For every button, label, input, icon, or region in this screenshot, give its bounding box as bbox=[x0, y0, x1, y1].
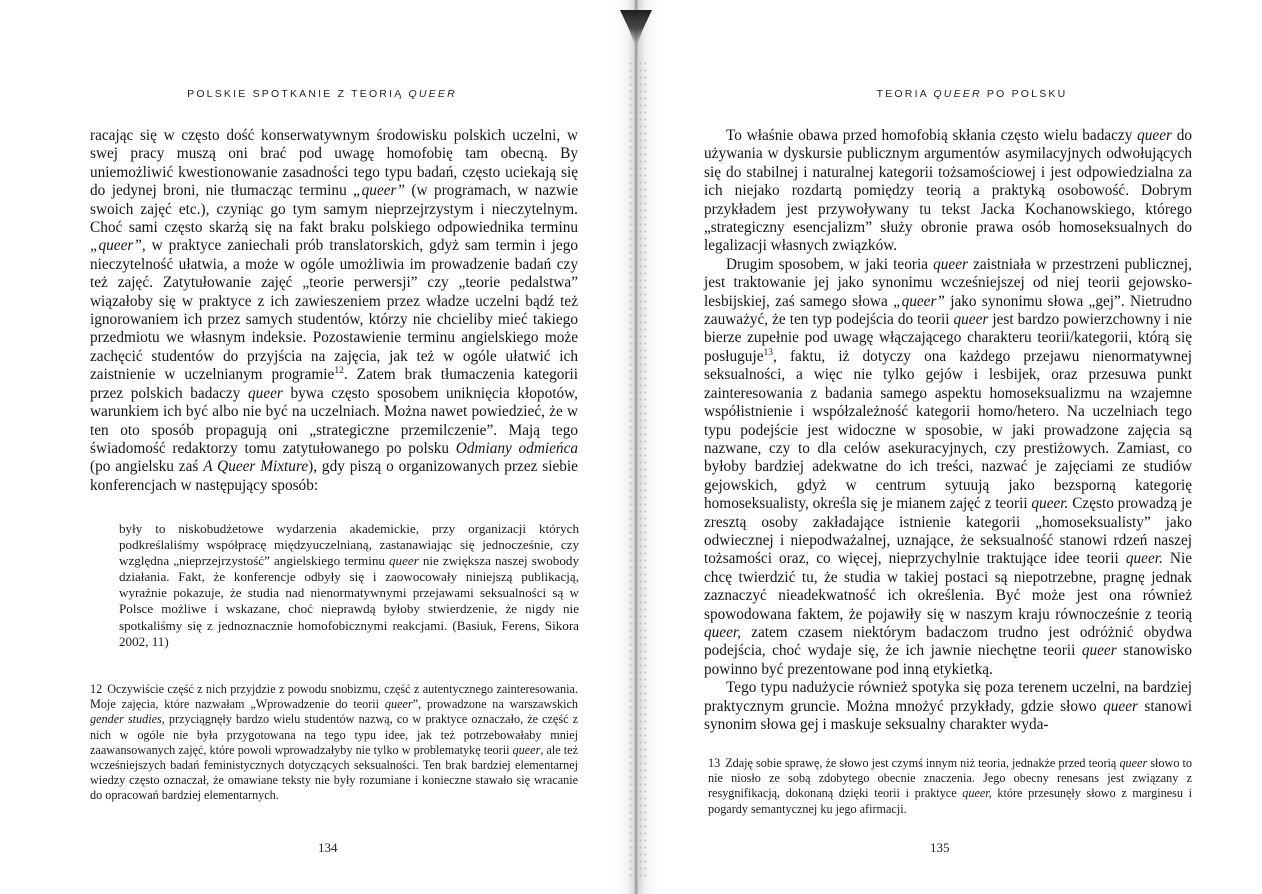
right-paragraph-3: Tego typu nadużycie również spotyka się poza terenem uczelni, na bardziej praktycznym gruncie. Można mnożyć przykłady, gdzie słowo queer stanowi synonim słowa gej i maskuje seksualny charakter wyda- bbox=[704, 679, 1192, 733]
right-page bbox=[642, 0, 1262, 894]
left-paragraph: racając się w często dość konserwatywnym środowisku polskich uczelni, w swej pracy muszą oni brać pod uwagę homofobię tam obecną. By uniemożliwić kwestionowanie zasadności tego typu badań, często uciekają się do jedynej broni, nie tłumacząc terminu „queer” (w programach, w nazwie swoich zajęć etc.), czyniąc go tym samym nieprzejrzystym i nieczytelnym. Choć sami często skarżą się na fakt braku polskiego odpowiednika terminu „queer”, w praktyce zaniechali prób translatorskich, gdyż sam termin i jego nieczytelność ułatwia, a może w ogóle umożliwia im prowadzenie badań czy też zajęć. Zatytułowanie zajęć „teorie perwersji” czy „teorie pedalstwa” wiązałoby się w praktyce z ich zawieszeniem przez władze uczelni bądź też ignorowaniem ich przez samych studentów, którzy nie chcieliby mieć takiego przedmiotu we własnym indeksie. Pozostawienie terminu angielskiego może zachęcić studentów do przyjścia na zajęcia, jak też w ogóle ułatwić ich zaistnienie w uczelnianym programie$^{12}$. Zatem brak tłumaczenia kategorii przez polskich badaczy queer bywa często sposobem uniknięcia kłopotów, warunkiem ich być albo nie być na uczelniach. Można nawet powiedzieć, że w ten oto sposób propagują oni „strategiczne przemilczenie”. Mają tego świadomość redaktorzy tomu zatytułowanego po polsku Odmiany odmieńca (po angielsku zaś A Queer Mixture), gdy piszą o organizowanych przez siebie konferencjach w następujący sposób: bbox=[90, 127, 579, 494]
footnote-13: 13 Zdaję sobie sprawę, że słowo jest czymś innym niż teoria, jednakże przed teorią queer słowo to nie niosło ze sobą zdobytego obecnie znaczenia. Jego obecny renesans jest związany z resygnifikacją, dokonaną dzięki teorii i praktyce queer, które przesunęły słowo z marginesu i pogardy semantycznej ku jego afirmacji. bbox=[708, 756, 1192, 816]
footnote-ref-12: 12 bbox=[334, 366, 344, 377]
right-body-text bbox=[704, 127, 1192, 734]
right-running-head: TEORIA QUEER PO POLSKU bbox=[876, 88, 1068, 100]
footnote-number: 12 bbox=[90, 682, 103, 696]
page-number-left: 134 bbox=[318, 840, 338, 855]
left-page bbox=[0, 0, 628, 894]
left-running-head: POLSKIE SPOTKANIE Z TEORIĄ QUEER bbox=[187, 88, 457, 100]
left-body-text bbox=[90, 127, 578, 495]
footnote-ref-13: 13 bbox=[763, 347, 773, 358]
block-quote: były to niskobudżetowe wydarzenia akademickie, przy organizacji których podkreślaliśmy współpracę międzyuczelnianą, zastanawiając się jednocześnie, czy względna „nieprzejrzystość” angielskiego terminu queer nie zwiększa naszej swobody działania. Fakt, że konferencje odbyły się i zaowocowały niniejszą publikacją, wyraźnie pokazuje, że studia nad nienormatywnymi przejawami seksualności są w Polsce możliwe i wskazane, choć nieprawdą byłoby stwierdzenie, że nigdy nie spotkaliśmy się z jednoznacznie homofobicznymi reakcjami. (Basiuk, Ferens, Sikora 2002, 11) bbox=[119, 521, 579, 649]
right-paragraph-2: Drugim sposobem, w jaki teoria queer zaistniała w przestrzeni publicznej, jest traktowanie jej jako synonimu wcześniejszej od niej teorii gejowsko-lesbijskiej, zaś samego słowa „queer” jako synonimu słowa „gej”. Nietrudno zauważyć, że ten typ podejścia do teorii queer jest bardzo powierzchowny i nie bierze zupełnie pod uwagę włączającego charakteru teorii/kategorii, którą się posługuje$^{13}$, faktu, iż dotyczy ona każdego przejawu nienormatywnej seksualności, a więc nie tylko gejów i lesbijek, oraz przesuwa punkt zainteresowania z badania samego aspektu homoseksualizmu na wzajemne współistnienie i współzależność kategorii homo/hetero. Na uczelniach tego typu podejście jest widoczne w sposobie, w jaki prowadzone zajęcia są nazwane, czy to dla celów asekuracyjnych, czy prestiżowych. Zamiast, co byłoby bardziej adekwatne do ich treści, nazwać je zajęciami ze studiów gejowskich, gdyż w centrum sytuują jako bezsporną kategorię homoseksualisty, określa się je mianem zajęć z teorii queer. Często prowadzą je zresztą osoby zakładające istnienie kategorii „homoseksualisty” jako odwiecznej i niepodważalnej, uznające, że seksualność stanowi rdzeń naszej tożsamości oraz, co więcej, nieprzychylnie traktujące idee teorii queer. Nie chcę twierdzić tu, że studia w takiej postaci są niepotrzebne, pragnę jednak zaznaczyć nieadekwatność ich określenia. Być może jest ona również spowodowana faktem, że pojawiły się w naszym kraju równocześnie z teorią queer, zatem czasem niektórym badaczom trudno jest odróżnić obydwa podejścia, choć wydaje się, że ich jawnie niechętne teorii queer stanowisko powinno być prezentowane pod inną etykietką. bbox=[704, 255, 1192, 678]
right-paragraph-1: To właśnie obawa przed homofobią skłania często wielu badaczy queer do używania w dyskursie publicznym argumentów asymilacyjnych odwołujących się do stabilnej i naturalnej kategorii tożsamościowej i jest odpowiedzialna za ich niejako rozdartą pomiędzy teorią a praktyką osobowość. Dobrym przykładem jest przywoływany tu tekst Jacka Kochanowskiego, którego „strategiczny esencjalizm” służy obronie prawa osób homoseksualnych do legalizacji własnych związków. bbox=[704, 127, 1193, 255]
footnote-12: 12 Oczywiście część z nich przyjdzie z powodu snobizmu, część z autentycznego zainteresowania. Moje zajęcia, które nazwałam „Wprowadzenie do teorii queer”, prowadzone na warszawskich gender studies, przyciągnęły bardzo wielu studentów nazwą, co w praktyce oznaczało, że część z nich w ogóle nie była przygotowana na tego typu idee, jak też potrzebowałaby mniej zaawansowanych zajęć, które powoli wprowadzałyby nie tylko w problematykę teorii queer, ale też wcześniejszych badań feministycznych dotyczących seksualności. Ten brak bardziej elementarnej wiedzy często oznaczał, że omawiane teksty nie były rozumiane i konieczne stawało się wracanie do opracowań bardziej elementarnych. bbox=[90, 682, 578, 803]
footnote-number: 13 bbox=[708, 756, 721, 770]
page-number-right: 135 bbox=[930, 840, 950, 855]
